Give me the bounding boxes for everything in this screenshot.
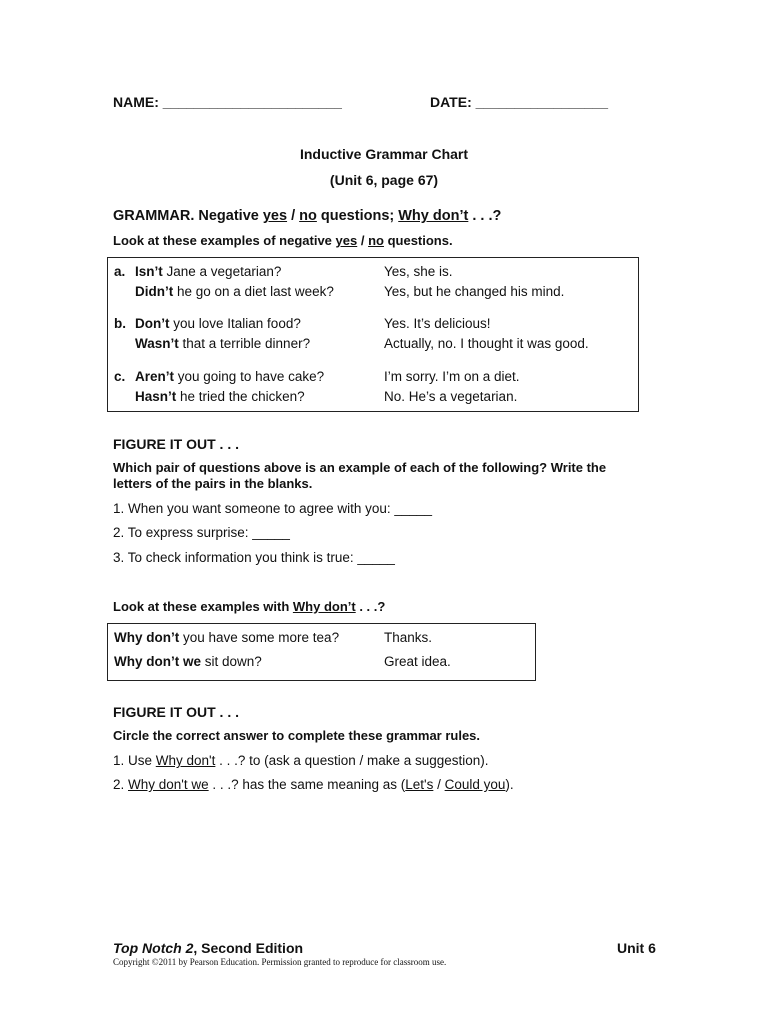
question-keyword: Isn’t [135, 264, 163, 279]
example-question [135, 316, 301, 331]
grammar-heading-why-dont: Why don’t [398, 208, 469, 224]
instruction2-suffix: . . .? [355, 599, 386, 614]
footer-book [113, 940, 303, 956]
page-subtitle: (Unit 6, page 67) [329, 172, 439, 188]
rule2-mid: . . .? has the same meaning as ( [208, 777, 406, 792]
question-rest: sit down? [201, 654, 262, 669]
rule2-prefix: 2. [113, 777, 129, 792]
instruction2-prefix: Look at these examples with [113, 599, 293, 614]
date-label: DATE: [430, 94, 472, 110]
footer-edition: , Second Edition [193, 940, 304, 956]
why-answer: Great idea. [384, 654, 451, 669]
footer-unit: Unit 6 [617, 940, 656, 956]
rule2-suffix: ). [505, 777, 514, 792]
question-keyword: Don’t [135, 316, 170, 331]
question-rest: that a terrible dinner? [178, 336, 311, 351]
grammar-heading-no: no [299, 208, 317, 224]
instruction1-suffix: questions. [383, 233, 453, 248]
example-answer: Yes. It’s delicious! [384, 316, 491, 331]
instruction-negative-questions [113, 233, 453, 248]
date-blank: _________________ [475, 94, 608, 110]
why-question [114, 630, 339, 645]
grammar-heading-suffix: . . .? [468, 208, 502, 224]
example-letter: b. [114, 316, 126, 331]
figure-it-out-heading-2: FIGURE IT OUT . . . [113, 704, 239, 720]
rule2-why-dont-we: Why don't we [128, 777, 209, 792]
grammar-heading-mid: questions; [316, 208, 399, 224]
question-keyword: Hasn’t [135, 389, 177, 404]
why-answer: Thanks. [384, 630, 433, 645]
example-answer: Yes, but he changed his mind. [384, 284, 565, 299]
grammar-heading-prefix: GRAMMAR. Negative [113, 208, 263, 224]
figure1-item: 2. To express surprise: _____ [113, 525, 290, 540]
question-rest: you going to have cake? [174, 369, 325, 384]
question-rest: he tried the chicken? [176, 389, 305, 404]
figure1-item: 1. When you want someone to agree with you: _____ [113, 501, 432, 516]
question-rest: Jane a vegetarian? [162, 264, 282, 279]
question-keyword: Didn’t [135, 284, 174, 299]
rule1-why-dont: Why don't [155, 753, 216, 768]
example-question [135, 389, 305, 404]
question-rest: he go on a diet last week? [173, 284, 334, 299]
example-question [135, 336, 310, 351]
rule2-slash: / [433, 777, 445, 792]
grammar-heading-yes: yes [262, 208, 288, 224]
name-field [113, 94, 342, 110]
instruction-why-dont [113, 599, 385, 614]
instruction1-prefix: Look at these examples of negative [113, 233, 336, 248]
page-title: Inductive Grammar Chart [299, 146, 469, 162]
question-rest: you have some more tea? [179, 630, 340, 645]
name-label: NAME: [113, 94, 159, 110]
instruction1-no: no [368, 233, 384, 248]
instruction2-why-dont: Why don’t [292, 599, 356, 614]
figure2-instruction: Circle the correct answer to complete these grammar rules. [113, 728, 481, 743]
example-letter: a. [114, 264, 126, 279]
name-blank: _______________________ [162, 94, 342, 110]
question-rest: you love Italian food? [169, 316, 301, 331]
question-keyword: Aren’t [135, 369, 175, 384]
example-question [135, 284, 334, 299]
figure1-instruction-line2: letters of the pairs in the blanks. [113, 476, 313, 491]
grammar-heading [113, 208, 501, 224]
rule2-lets: Let's [405, 777, 434, 792]
grammar-heading-slash: / [287, 208, 300, 224]
date-field [430, 94, 608, 110]
why-question [114, 654, 262, 669]
footer-copyright: Copyright ©2011 by Pearson Education. Permission granted to reproduce for classroom use. [113, 957, 447, 967]
example-answer: I’m sorry. I’m on a diet. [384, 369, 520, 384]
figure1-instruction-line1: Which pair of questions above is an example of each of the following? Write the [113, 460, 607, 475]
grammar-rule-1 [113, 753, 489, 768]
rule1-suffix: . . .? to (ask a question / make a suggestion). [215, 753, 489, 768]
figure1-item: 3. To check information you think is true: _____ [113, 550, 395, 565]
example-answer: Actually, no. I thought it was good. [384, 336, 589, 351]
grammar-rule-2 [113, 777, 514, 792]
example-answer: Yes, she is. [384, 264, 453, 279]
instruction1-slash: / [357, 233, 369, 248]
instruction1-yes: yes [335, 233, 358, 248]
example-question [135, 369, 324, 384]
footer-book-title: Top Notch 2 [113, 940, 194, 956]
example-letter: c. [114, 369, 126, 384]
figure-it-out-heading: FIGURE IT OUT . . . [113, 436, 239, 452]
example-question [135, 264, 281, 279]
question-keyword: Why don’t [114, 630, 180, 645]
rule2-could-you: Could you [444, 777, 506, 792]
question-keyword: Why don’t we [114, 654, 201, 669]
rule1-prefix: 1. Use [113, 753, 156, 768]
example-answer: No. He’s a vegetarian. [384, 389, 518, 404]
question-keyword: Wasn’t [135, 336, 179, 351]
